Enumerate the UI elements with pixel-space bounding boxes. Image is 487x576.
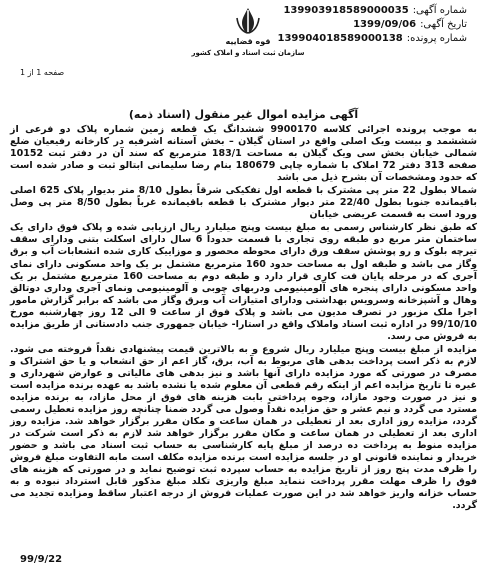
document-body: [10, 124, 477, 514]
paragraph-property-description: به موجب پرونده اجرائی کلاسه 9900170 ششدانگ یک قطعه زمین شماره پلاک دو فرعی از شششمد و بیست ویک اصلی واقع در استان گیلان – بخش آستانه اشرفیه در کارخانه رفیعیان ضلع شمالی خیابان بخش سی ویک گیلان به مساحت 183/1 مترمربع که سند آن در دفتر ثبت 10152 صفحه 313 دفتر 72 املاک با شماره چاپی 180679 بنام رضا سلیمانی ابتالو ثبت و صادر شده است که حدود ومشخصات آن بشرح ذیل می باشد: [10, 124, 477, 184]
ad-number: 139903918589000035: [283, 5, 409, 16]
ad-number-label: شماره آگهی:: [412, 5, 467, 16]
iran-emblem-icon: [233, 6, 263, 36]
logo-line-judiciary: قوه قضاییه: [225, 37, 271, 46]
document-title: آگهی مزایده اموال غیر منقول (اسناد ذمه): [128, 108, 359, 121]
case-number: 139904018589000138: [277, 33, 403, 44]
footer-date: 99/9/22: [20, 554, 63, 565]
organization-logo: [188, 6, 308, 64]
logo-line-registration-org: سازمان ثبت اسناد و املاک کشور: [191, 49, 305, 57]
case-number-label: شماره پرونده:: [406, 33, 467, 44]
paragraph-boundaries: شمالا بطول 22 متر پی مشترک با قطعه اول تفکیکی شرقاً بطول 8/10 متر بدیوار پلاک 625 اصلی باقیمانده جنوبا بطول 22/40 متر دیوار مشترک با قطعه باقیمانده غرباً بطول 8/50 متر پی وصل ورود است به قسمت عریضی خیابان: [10, 185, 477, 221]
ad-date-label: تاریخ آگهی:: [420, 19, 467, 30]
ad-date: 1399/09/06: [353, 19, 417, 30]
paragraph-auction-terms: مزایده از مبلغ بیست وپنج میلیارد ریال شروع و به بالاترین قیمت پیشنهادی نقداً فروخته می شود. لازم به ذکر است پرداخت بدهی های مربوط به آب، برق، گاز اعم از حق انشعاب و یا حق اشتراک و مصرف در صورتی که مورد مزایده دارای آنها باشد و نیز بدهی های مالیاتی و عوارض شهرداری و غیره تا تاریخ مزایده اعم از اینکه رقم قطعی آن معلوم شده یا نشده باشد به عهده برنده مزایده است و نیز در صورت وجود مازاد، وجوه پرداختی بابت هزینه های فوق از محل مازاد، به برنده مزایده مسترد می گردد و نیم عشر و حق مزایده نقداً وصول می گردد ضمنا چنانچه روز مزایده تعطیل رسمی گردد، مزایده روز اداری بعد از تعطیلی در همان ساعت و مکان مقرر برگزار خواهد شد. مزایده روز اداری بعد از تعطیلی در همان ساعت و مکان مقرر برگزار خواهد شد لازم به ذکر است شرکت در مزایده منوط به پرداخت ده درصد از مبلغ پایه کارشناسی به حساب ثبت اسناد می باشد و حضور خریدار و نماینده قانونی او در جلسه مزایده است برنده مزایده مکلف است مابه التفاوت مبلغ فروش را ظرف مدت پنج روز از تاریخ مزایده به حساب سپرده ثبت توضیح نماید و در صورتی که هزینه های فوق را ظرف مهلت مقرر پرداخت ننماید مبلغ واریزی تکلد مبلغ مذکور قابل استرداد نبوده و به حساب خزانه واریز خواهد شد در این صورت عملیات فروش از درجه اعتبار ساقط ومزایده تجدید می گردد.: [10, 343, 477, 512]
page-number: صفحه 1 از 1: [20, 68, 65, 77]
paragraph-appraisal: که طبق نظر کارشناس رسمی به مبلغ بیست وپنج میلیارد ریال ارزیابی شده و پلاک فوق دارای یک ساختمان متر مربع دو طبقه روی تجاری با قسمت حدوداً 6 سال دارای اسکلت بتنی ودارای سقف تیرچه بلوک و رو پوشش سقف ورق دارای محوطه محصور و موزاییک کاری شده انشعابات آب و برق وگاز می باشد و طبقه اول به مساحت حدود 160 مترمربع مشتمل بر یک واحد مسکونی دارای نمای آجری که در مرحله پایان فت کاری قرار دارد و طبقه دوم به مساحت 160 مترمربع مشتمل بر یک واحد مسکونی دارای پنجره های آلومینیومی ودربهای چوبی و آلومینیومی ونمای آجری وداری دوتالق وهال و آشپزخانه وسرویس بهداشتی ودارای امتیازات آب وبرق وگاز می باشد که برابر گزارش مامور اجرا ملک مزبور در تصرف مدیون می باشد و پلاک فوق از ساعت 9 الی 12 روز چهارشنبه مورخ 99/10/10 در اداره ثبت اسناد واملاک واقع در استارا- خیابان جمهوری جنب دادستانی از طریق مزایده به فروش می رسد.: [10, 222, 478, 342]
